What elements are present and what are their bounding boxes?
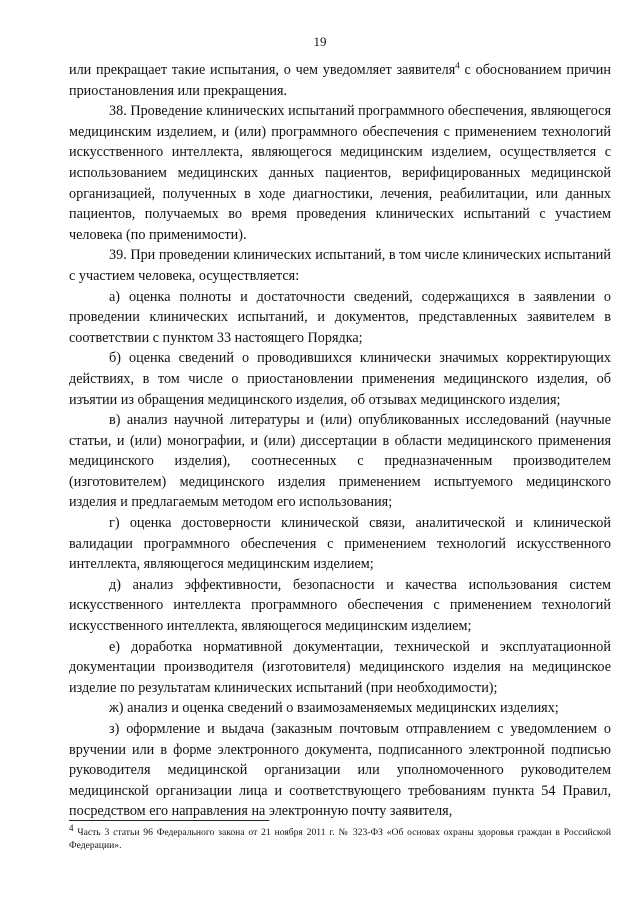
footnote-divider [69, 820, 269, 821]
paragraph-text: с обоснованием причин приостановления или прекращения. [69, 62, 611, 99]
list-item-z: з) оформление и выдача (заказным почтовым отправлением с уведомлением о вручении или в форме электронного документа, подписанного электронной подписью руководителя медицинской организации или уполномоченного руководителем медицинской организации лица и соответствующего требованиям пункта 54 Правил, посредством его направления на электронную почту заявителя, [69, 721, 611, 820]
footnote [69, 822, 611, 852]
paragraph-continuation [69, 60, 611, 101]
list-item-e: е) доработка нормативной документации, технической и эксплуатационной документации производителя (изготовителя) медицинского изделия на медицинское изделие по результатам клинических испытаний (при необходимости); [69, 638, 611, 696]
list-item-g: г) оценка достоверности клинической связи, аналитической и клинической валидации программного обеспечения с применением технологий искусственного интеллекта, являющегося медицинским изделием; [69, 515, 611, 573]
list-item-a: а) оценка полноты и достаточности сведений, содержащихся в заявлении о проведении клинических испытаний, и документов, представленных заявителем в соответствии с пунктом 33 настоящего Порядка; [69, 288, 611, 346]
footnote-reference[interactable]: 4 [455, 60, 460, 71]
paragraph-38: 38. Проведение клинических испытаний программного обеспечения, являющегося медицинским изделием, и (или) программного обеспечения с применением технологий искусственного интеллекта, являющегося медицинским изделием, осуществляется с использованием медицинских данных пациентов, верифицированных медицинской организацией, полученных в ходе диагностики, лечения, реабилитации, или данных пациентов, получаемых во время проведения клинических испытаний с участием человека (по применимости). [69, 103, 611, 243]
footnote-text: Часть 3 статьи 96 Федерального закона от 21 ноября 2011 г. № 323-ФЗ «Об основах охраны здоровья граждан в Российской Федерации». [69, 827, 611, 851]
list-item-b: б) оценка сведений о проводившихся клинически значимых корректирующих действиях, в том числе о приостановлении применения медицинского изделия, об изъятии из обращения медицинского изделия, об отзывах медицинского изделия; [69, 350, 611, 408]
list-item-d: д) анализ эффективности, безопасности и качества использования систем искусственного интеллекта программного обеспечения с применением технологий искусственного интеллекта, являющегося медицинским изделием; [69, 576, 611, 635]
page-number: 19 [313, 34, 327, 49]
body-text [69, 60, 611, 822]
list-item-zh: ж) анализ и оценка сведений о взаимозаменяемых медицинских изделиях; [109, 700, 559, 717]
paragraph-text: или прекращает такие испытания, о чем уведомляет заявителя [69, 62, 456, 78]
paragraph-39: 39. При проведении клинических испытаний, в том числе клинических испытаний с участием человека, осуществляется: [69, 247, 611, 284]
list-item-v: в) анализ научной литературы и (или) опубликованных исследований (научные статьи, и (или) монографии, и (или) диссертации в области медицинского применения медицинского изделия), соотнесенных с предназначенным производителем (изготовителем) медицинского изделия применением испытуемого медицинского изделия и предлагаемым методом его использования; [69, 412, 611, 511]
footnote-marker: 4 [69, 822, 74, 833]
